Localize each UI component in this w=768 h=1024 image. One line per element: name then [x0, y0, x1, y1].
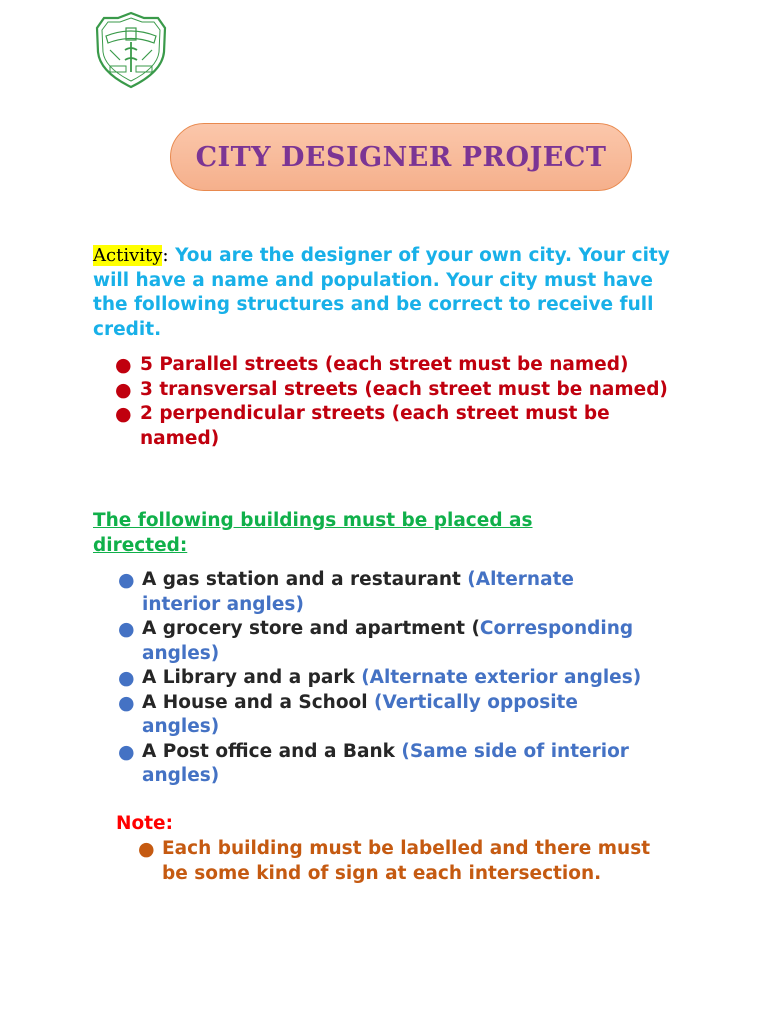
note-text: Each building must be labelled and there must be some kind of sign at each intersection. — [162, 838, 651, 884]
building-pair: A Post office and a Bank — [142, 740, 402, 762]
streets-list — [115, 353, 680, 451]
building-pair: A Library and a park — [142, 667, 362, 688]
angle-type: (Alternate exterior angles) — [361, 667, 642, 688]
building-pair: A grocery store and apartment — [142, 618, 472, 639]
street-requirement: 3 transversal streets (each street must be named) — [140, 378, 668, 400]
circle-bullet-icon: ● — [115, 378, 132, 401]
street-requirement: 5 Parallel streets (each street must be named) — [140, 354, 629, 375]
list-item — [115, 402, 680, 451]
circle-bullet-icon: ● — [115, 354, 132, 376]
angle-type: (Vertically opposite angles) — [142, 691, 578, 737]
activity-label: Activity — [93, 245, 163, 266]
circle-bullet-icon: ● — [118, 691, 135, 714]
activity-colon: : — [162, 245, 169, 266]
page-title: CITY DESIGNER PROJECT — [195, 141, 607, 173]
list-item — [115, 353, 680, 378]
circle-bullet-icon: ● — [118, 740, 135, 763]
activity-paragraph — [93, 244, 683, 342]
building-pair: A gas station and a restaurant — [142, 569, 468, 590]
title-banner — [170, 123, 632, 191]
buildings-heading: The following buildings must be placed as directed: — [93, 510, 533, 556]
buildings-list — [118, 568, 642, 789]
activity-text: You are the designer of your own city. Your city will have a name and population. Your city must have the following structures and be correct to receive full credit. — [93, 245, 670, 340]
angle-type: Corresponding angles) — [142, 618, 634, 664]
list-item — [138, 837, 662, 886]
note-label: Note: — [116, 813, 173, 834]
notes-list — [138, 837, 662, 886]
circle-bullet-icon: ● — [115, 403, 132, 425]
circle-bullet-icon: ● — [138, 838, 155, 860]
list-item — [118, 740, 642, 789]
circle-bullet-icon: ● — [118, 618, 135, 640]
angle-type: (Same side of interior angles) — [142, 740, 629, 786]
list-item — [118, 617, 642, 666]
circle-bullet-icon: ● — [118, 569, 135, 591]
street-requirement: 2 perpendicular streets (each street must be named) — [140, 403, 610, 449]
school-emblem-icon — [92, 10, 170, 90]
angle-prefix: ( — [471, 618, 480, 639]
list-item — [118, 666, 642, 691]
circle-bullet-icon: ● — [118, 667, 135, 689]
building-pair: A House and a School — [142, 691, 375, 713]
angle-type: (Alternate interior angles) — [142, 569, 574, 615]
list-item — [118, 568, 642, 617]
list-item — [118, 691, 642, 740]
list-item — [115, 378, 680, 403]
